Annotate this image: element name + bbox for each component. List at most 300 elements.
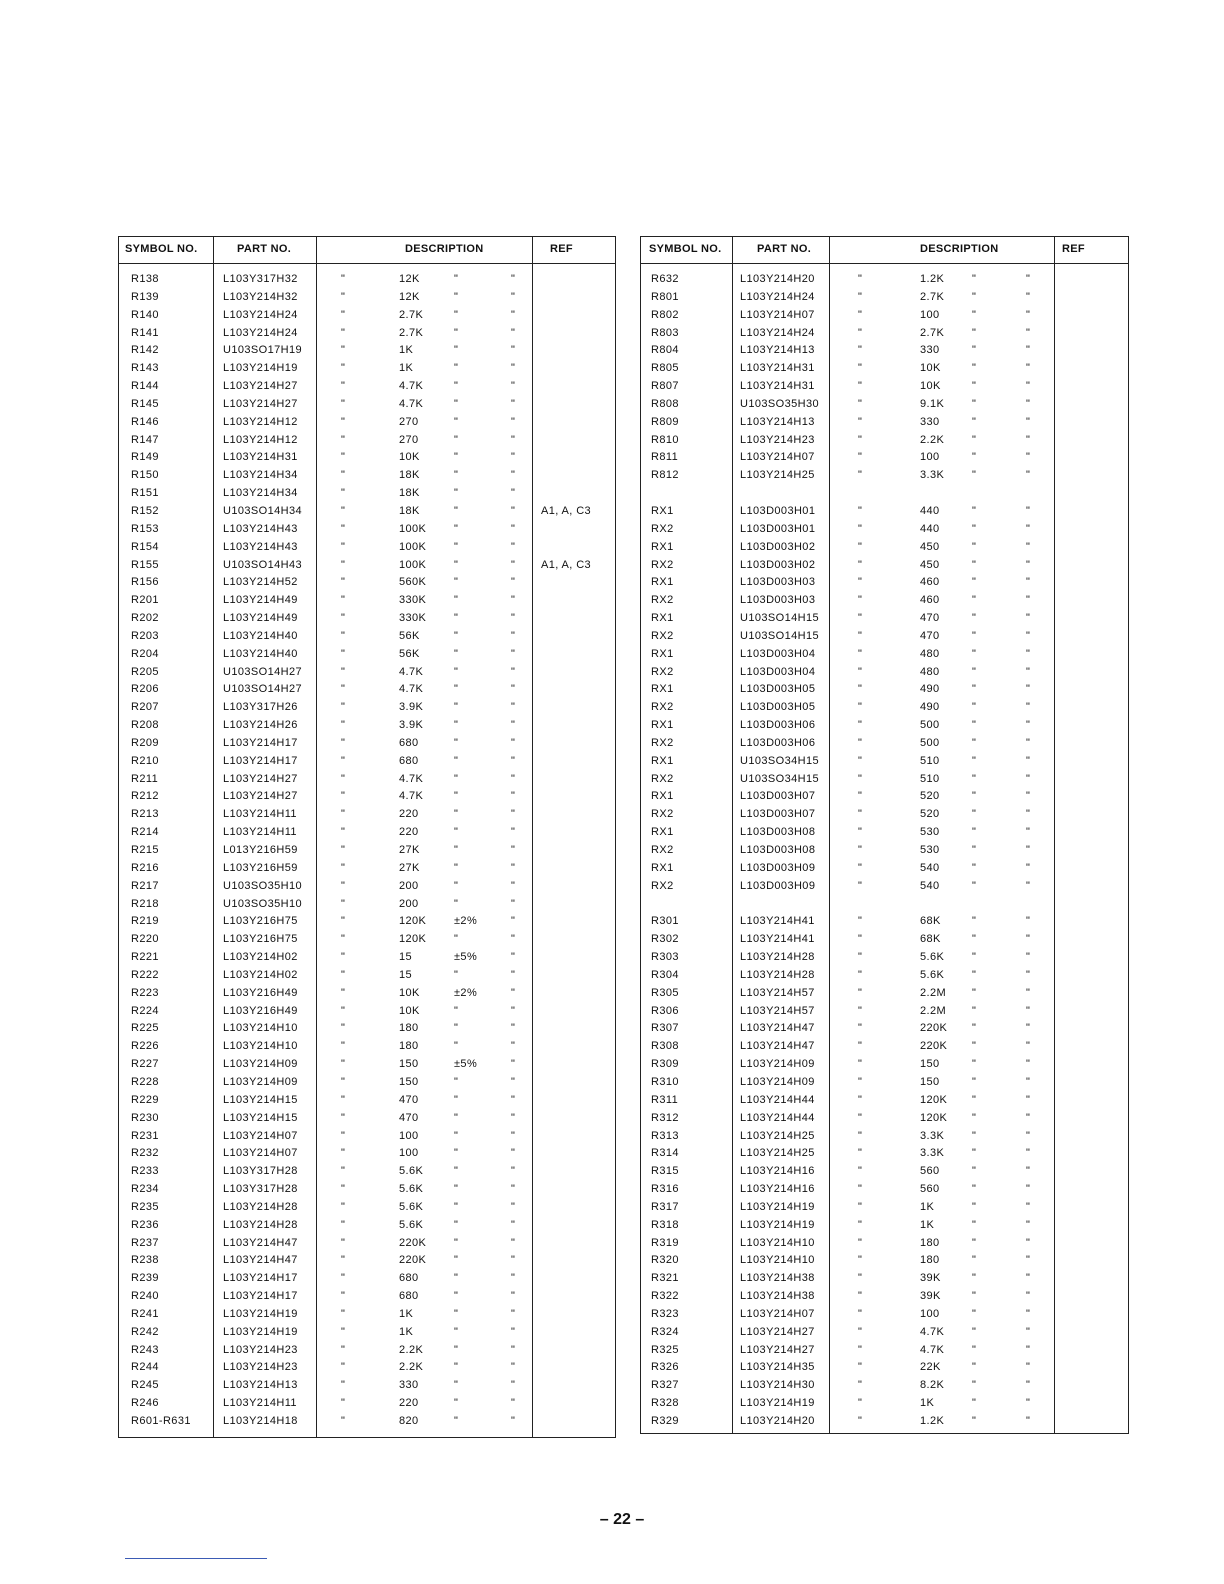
symbol-cell: R245 [131,1379,159,1392]
part-cell: L103Y214H12 [223,415,298,428]
symbol-cell: R805 [651,362,679,375]
value-cell: 220K [920,1040,948,1053]
value-cell: 100 [399,1129,419,1142]
part-cell: L103D003H02 [740,558,816,571]
ditto-cell: " [341,629,346,642]
ditto-cell: " [858,1379,863,1392]
ditto-cell: " [511,1290,516,1303]
tolerance-cell: " [972,861,977,874]
part-cell: U103SO35H30 [740,397,820,410]
part-cell: L103Y214H47 [223,1236,298,1249]
value-cell: 4.7K [399,683,424,696]
ditto-cell: " [511,415,516,428]
symbol-cell: R156 [131,576,159,589]
ditto-cell: " [511,897,516,910]
tolerance-cell: " [972,558,977,571]
table-row [641,683,1128,701]
ditto-cell: " [341,1325,346,1338]
part-cell: U103SO14H34 [223,504,303,517]
part-cell: L103Y214H09 [223,1058,298,1071]
tolerance-cell: " [972,594,977,607]
ditto-cell: " [858,1415,863,1427]
ditto-cell: " [341,1343,346,1356]
ditto-cell: " [858,844,863,856]
ditto-cell: " [511,1307,516,1320]
symbol-cell: RX2 [651,736,674,749]
tolerance-cell: " [454,754,459,767]
tolerance-cell: " [972,629,977,642]
ditto-cell: " [511,540,516,553]
value-cell: 480 [920,665,940,678]
part-cell: L103Y214H11 [223,826,297,839]
ditto-cell: " [341,1307,346,1320]
value-cell: 15 [399,968,413,981]
table-row [641,362,1128,380]
table-row [641,451,1128,469]
tolerance-cell: " [972,522,977,535]
ditto-cell: " [341,647,346,660]
table-row [641,1415,1128,1433]
tolerance-cell: " [972,915,977,928]
symbol-cell: R201 [131,594,159,607]
value-cell: 470 [920,612,940,625]
table-row [119,344,615,362]
symbol-cell: R244 [131,1361,159,1374]
ditto-cell: " [511,1004,516,1017]
tolerance-cell: " [972,1272,977,1285]
ditto-cell: " [1026,1397,1031,1410]
part-cell: U103SO34H15 [740,772,820,785]
tolerance-cell: " [972,736,977,749]
part-cell: U103SO35H10 [223,897,303,910]
tolerance-cell: " [972,1361,977,1374]
value-cell: 1K [399,362,414,375]
symbol-cell: R220 [131,933,159,946]
tolerance-cell: " [454,844,459,856]
symbol-cell: R308 [651,1040,679,1053]
value-cell: 490 [920,701,940,714]
table-row [641,1344,1128,1362]
ditto-cell: " [858,594,863,607]
ditto-cell: " [511,451,516,464]
tolerance-cell: " [972,701,977,714]
part-cell: L103Y214H38 [740,1290,815,1303]
table-row [641,987,1128,1005]
ditto-cell: " [858,451,863,464]
ditto-cell: " [1026,1022,1031,1035]
value-cell: 4.7K [399,397,424,410]
ditto-cell: " [341,487,346,500]
ditto-cell: " [858,522,863,535]
table-row [641,737,1128,755]
symbol-cell: RX1 [651,504,674,517]
part-cell: L103Y214H10 [740,1236,815,1249]
table-row [641,969,1128,987]
value-cell: 3.9K [399,701,424,714]
symbol-cell: R212 [131,790,159,803]
ditto-cell: " [511,629,516,642]
symbol-cell: R239 [131,1272,159,1285]
ditto-cell: " [858,1290,863,1303]
tolerance-cell: " [972,933,977,946]
table-row [641,1040,1128,1058]
value-cell: 39K [920,1290,941,1303]
part-cell: L103Y214H23 [740,433,815,446]
symbol-cell: RX1 [651,647,674,660]
value-cell: 330 [399,1379,419,1392]
tolerance-cell: " [454,772,459,785]
ditto-cell: " [341,861,346,874]
ditto-cell: " [1026,594,1031,607]
value-cell: 4.7K [920,1343,945,1356]
value-cell: 180 [399,1022,419,1035]
table-row [119,559,615,577]
part-cell: U103SO14H15 [740,612,820,625]
value-cell: 560 [920,1183,940,1196]
header-symbol-no: SYMBOL NO. [649,243,722,255]
symbol-cell: R243 [131,1343,159,1356]
table-row [119,1219,615,1237]
part-cell: L103Y214H44 [740,1093,815,1106]
part-cell: L103Y214H27 [223,380,298,393]
tolerance-cell: " [454,1290,459,1303]
tolerance-cell: " [454,808,459,821]
header-part-no: PART NO. [237,243,292,255]
table-row [641,1326,1128,1344]
tolerance-cell: " [454,1165,459,1178]
part-cell: L103Y214H07 [223,1147,298,1160]
value-cell: 330 [920,415,940,428]
tolerance-cell: " [454,1218,459,1231]
tolerance-cell: " [454,968,459,981]
table-row [119,630,615,648]
ditto-cell: " [1026,1111,1031,1124]
ditto-cell: " [511,1415,516,1427]
table-row [641,951,1128,969]
symbol-cell: R312 [651,1111,679,1124]
part-cell: L103Y214H47 [223,1254,298,1267]
ditto-cell: " [858,344,863,357]
ditto-cell: " [341,1254,346,1267]
value-cell: 27K [399,861,420,874]
value-cell: 4.7K [399,790,424,803]
part-cell: L103Y214H40 [223,629,298,642]
table-row [119,1040,615,1058]
header-divider [119,263,615,264]
tolerance-cell: " [454,1075,459,1088]
tolerance-cell: " [454,683,459,696]
ditto-cell: " [341,808,346,821]
ditto-cell: " [858,362,863,375]
table-row [119,898,615,916]
table-row [119,648,615,666]
value-cell: 100K [399,540,427,553]
table-row [119,1237,615,1255]
value-cell: 12K [399,273,420,285]
footer-rule [125,1558,267,1559]
value-cell: 12K [399,290,420,303]
symbol-cell: RX1 [651,576,674,589]
ditto-cell: " [511,1325,516,1338]
tolerance-cell: " [972,1058,977,1071]
ditto-cell: " [1026,701,1031,714]
table-row [119,826,615,844]
ditto-cell: " [341,1165,346,1178]
value-cell: 10K [920,380,941,393]
tolerance-cell: " [972,844,977,856]
tolerance-cell: " [972,1307,977,1320]
ditto-cell: " [511,1165,516,1178]
ditto-cell: " [1026,1040,1031,1053]
part-cell: U103SO34H15 [740,754,820,767]
symbol-cell: R150 [131,469,159,482]
ditto-cell: " [511,1254,516,1267]
value-cell: 220 [399,808,419,821]
tolerance-cell: " [454,1397,459,1410]
table-row [119,844,615,862]
ditto-cell: " [1026,397,1031,410]
part-cell: U103SO14H15 [740,629,820,642]
part-cell: L103Y214H28 [740,951,815,964]
ditto-cell: " [341,719,346,732]
ditto-cell: " [341,362,346,375]
ditto-cell: " [1026,1415,1031,1427]
ditto-cell: " [1026,1343,1031,1356]
ditto-cell: " [858,576,863,589]
part-cell: L103D003H08 [740,844,816,856]
value-cell: 680 [399,736,419,749]
part-cell: L103Y214H41 [740,915,815,928]
value-cell: 120K [920,1093,948,1106]
tolerance-cell: " [454,504,459,517]
tolerance-cell: " [454,273,459,285]
table-row [641,1379,1128,1397]
part-cell: L103Y214H27 [740,1343,815,1356]
symbol-cell: R224 [131,1004,159,1017]
table-row [119,666,615,684]
table-row [641,398,1128,416]
ditto-cell: " [1026,308,1031,321]
header-symbol-no: SYMBOL NO. [125,243,198,255]
value-cell: 540 [920,879,940,892]
tolerance-cell: " [454,1093,459,1106]
table-row [119,1183,615,1201]
value-cell: 820 [399,1415,419,1427]
ditto-cell: " [511,968,516,981]
tolerance-cell: " [972,380,977,393]
symbol-cell: R209 [131,736,159,749]
symbol-cell: R227 [131,1058,159,1071]
tolerance-cell: " [454,1040,459,1053]
ditto-cell: " [1026,790,1031,803]
symbol-cell: R315 [651,1165,679,1178]
ditto-cell: " [858,1307,863,1320]
table-row [119,1379,615,1397]
ditto-cell: " [1026,1200,1031,1213]
part-cell: L103Y214H12 [223,433,298,446]
table-row [119,487,615,505]
tolerance-cell: " [454,719,459,732]
ditto-cell: " [341,897,346,910]
part-cell: L103Y214H02 [223,968,298,981]
ditto-cell: " [1026,861,1031,874]
part-cell: L103Y214H27 [223,772,298,785]
table-row [119,327,615,345]
value-cell: 2.7K [399,326,424,339]
symbol-cell: R316 [651,1183,679,1196]
ditto-cell: " [858,1093,863,1106]
value-cell: 22K [920,1361,941,1374]
tolerance-cell: " [454,1325,459,1338]
table-row [641,416,1128,434]
tolerance-cell: ±2% [454,986,478,999]
table-row [641,1361,1128,1379]
ditto-cell: " [1026,290,1031,303]
table-row [119,1397,615,1415]
ditto-cell: " [858,790,863,803]
table-row [119,951,615,969]
tolerance-cell: " [454,594,459,607]
ditto-cell: " [1026,1147,1031,1160]
symbol-cell: R139 [131,290,159,303]
table-body [641,273,1128,1433]
symbol-cell: RX1 [651,826,674,839]
part-cell: L103Y214H32 [223,290,298,303]
symbol-cell: R301 [651,915,679,928]
value-cell: 330K [399,612,427,625]
symbol-cell: R217 [131,879,159,892]
ditto-cell: " [1026,968,1031,981]
value-cell: 10K [399,986,420,999]
part-cell: L103Y214H24 [223,326,298,339]
ditto-cell: " [341,504,346,517]
part-cell: L103Y214H30 [740,1379,815,1392]
value-cell: 10K [399,1004,420,1017]
value-cell: 2.7K [920,326,945,339]
ditto-cell: " [1026,719,1031,732]
part-cell: L103Y214H24 [223,308,298,321]
ditto-cell: " [858,861,863,874]
ditto-cell: " [511,861,516,874]
value-cell: 1K [920,1200,935,1213]
symbol-cell: R322 [651,1290,679,1303]
value-cell: 150 [920,1075,940,1088]
value-cell: 3.3K [920,1129,945,1142]
tolerance-cell: " [454,933,459,946]
value-cell: 18K [399,504,420,517]
table-row [119,701,615,719]
table-row [641,648,1128,666]
tolerance-cell: " [454,1129,459,1142]
ditto-cell: " [858,951,863,964]
ditto-cell: " [858,1272,863,1285]
symbol-cell: R211 [131,772,159,785]
ditto-cell: " [858,1111,863,1124]
ditto-cell: " [858,1343,863,1356]
symbol-cell: RX2 [651,808,674,821]
ditto-cell: " [341,1004,346,1017]
ditto-cell: " [1026,1093,1031,1106]
symbol-cell: R306 [651,1004,679,1017]
ditto-cell: " [511,397,516,410]
table-row [119,1361,615,1379]
part-cell: L103Y214H28 [223,1218,298,1231]
ditto-cell: " [511,772,516,785]
symbol-cell: R138 [131,273,159,285]
value-cell: 27K [399,844,420,856]
part-cell: L103D003H05 [740,683,816,696]
symbol-cell: R328 [651,1397,679,1410]
table-row [119,969,615,987]
tolerance-cell: " [972,344,977,357]
tolerance-cell: ±2% [454,915,478,928]
ditto-cell: " [858,701,863,714]
symbol-cell: RX2 [651,701,674,714]
header-ref: REF [1062,243,1085,255]
tolerance-cell: " [972,1165,977,1178]
ditto-cell: " [341,576,346,589]
ditto-cell: " [511,665,516,678]
value-cell: 560 [920,1165,940,1178]
tolerance-cell: " [454,1183,459,1196]
value-cell: 220K [399,1254,427,1267]
part-cell: L103Y214H13 [740,344,815,357]
tolerance-cell: " [454,1272,459,1285]
table-row [641,808,1128,826]
tolerance-cell: " [454,451,459,464]
ditto-cell: " [1026,273,1031,285]
ditto-cell: " [1026,1272,1031,1285]
part-cell: L103D003H03 [740,576,816,589]
table-row [119,1201,615,1219]
table-row [119,1165,615,1183]
ditto-cell: " [341,826,346,839]
ref-cell: A1, A, C3 [541,558,592,571]
ditto-cell: " [1026,522,1031,535]
table-row [119,309,615,327]
table-row [119,915,615,933]
symbol-cell: R210 [131,754,159,767]
tolerance-cell: " [454,433,459,446]
ditto-cell: " [511,308,516,321]
tolerance-cell: " [972,612,977,625]
ditto-cell: " [341,451,346,464]
table-row [119,1290,615,1308]
ditto-cell: " [858,1058,863,1071]
value-cell: 220 [399,826,419,839]
part-cell: L103D003H09 [740,861,816,874]
tolerance-cell: " [972,1075,977,1088]
ditto-cell: " [341,772,346,785]
ditto-cell: " [511,1147,516,1160]
symbol-cell: R323 [651,1307,679,1320]
part-cell: U103SO14H27 [223,665,303,678]
tolerance-cell: " [972,308,977,321]
table-row [641,1094,1128,1112]
ditto-cell: " [858,647,863,660]
table-row [119,398,615,416]
tolerance-cell: " [972,1325,977,1338]
ditto-cell: " [511,522,516,535]
part-cell: L103Y214H09 [223,1075,298,1088]
part-cell: L103Y214H57 [740,986,815,999]
value-cell: 1K [399,1307,414,1320]
symbol-cell: R223 [131,986,159,999]
part-cell: L103Y214H34 [223,487,298,500]
part-cell: L103Y214H23 [223,1361,298,1374]
tolerance-cell: " [454,736,459,749]
table-row [119,1130,615,1148]
